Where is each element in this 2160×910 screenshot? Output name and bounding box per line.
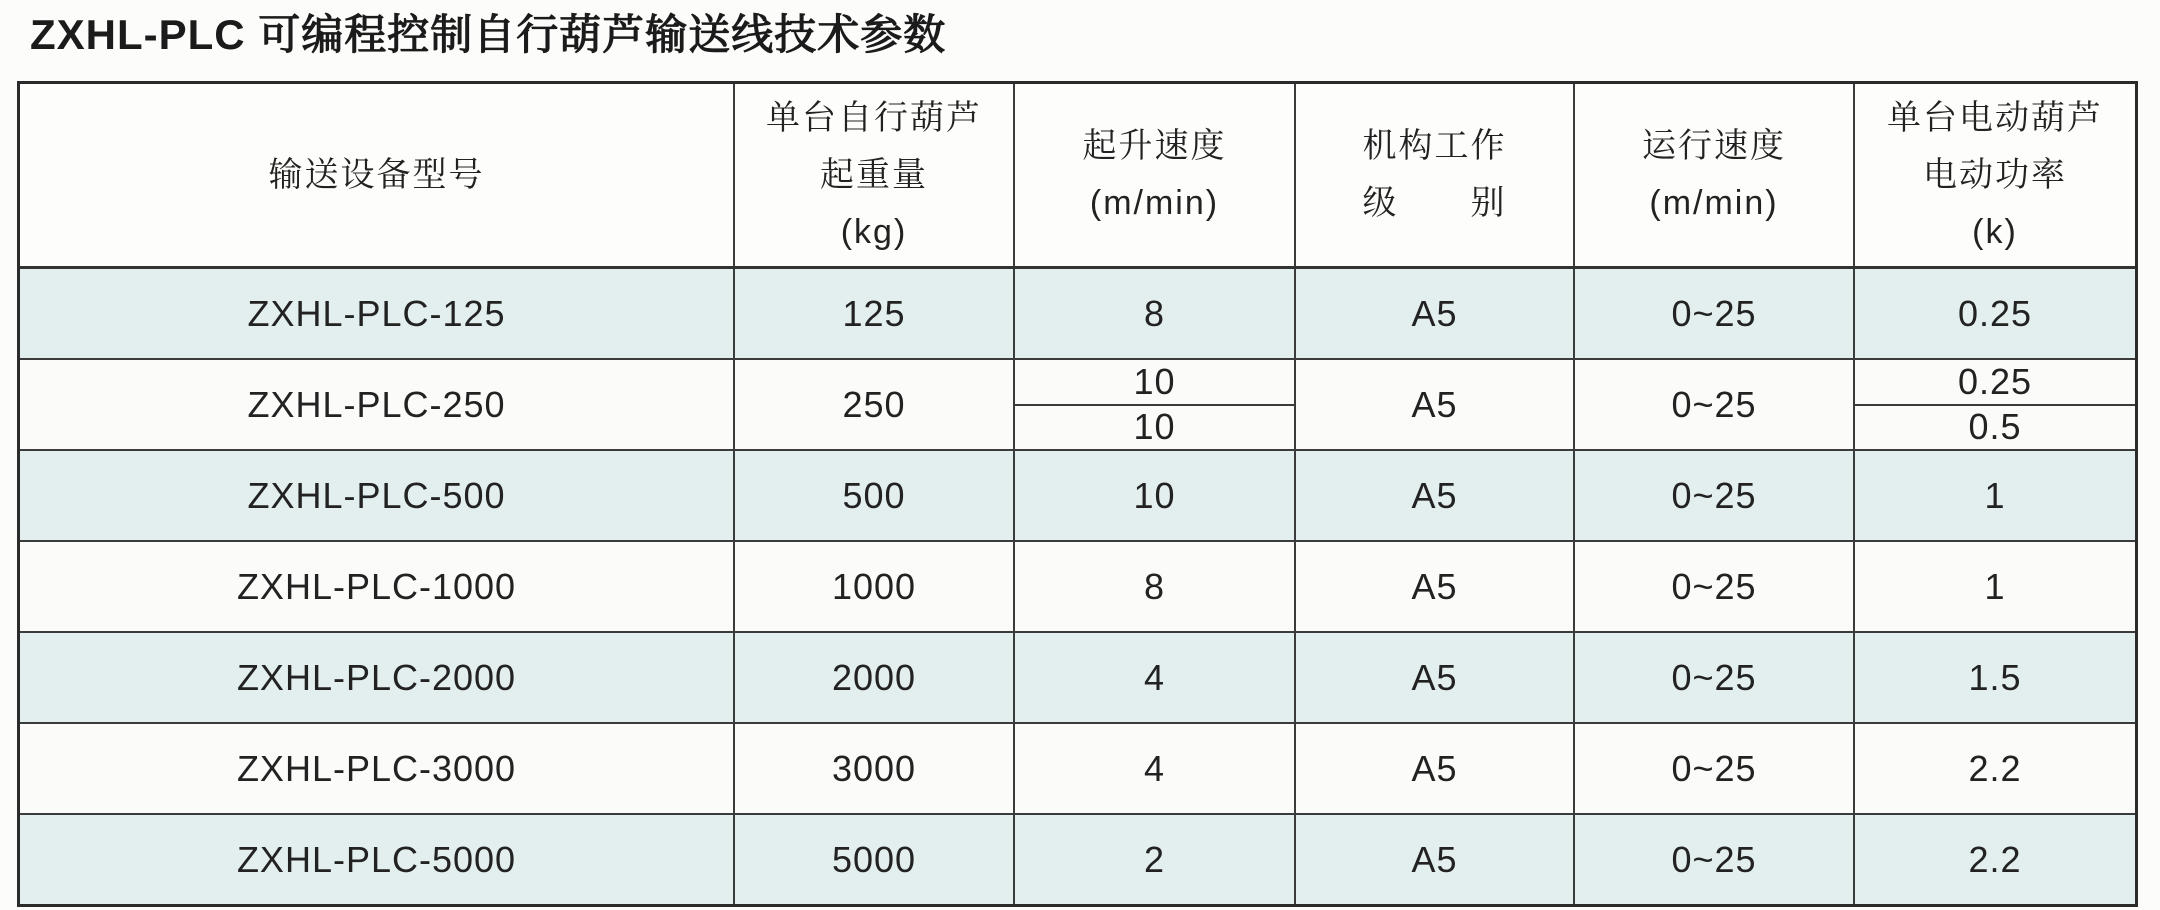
header-capacity-unit: (kg) [840, 212, 908, 251]
cell-power: 2.2 [1968, 838, 2022, 880]
cell-capacity: 250 [735, 360, 1015, 449]
cell-power: 1 [1984, 474, 2006, 516]
cell-lift-speed: 4 [1015, 633, 1296, 722]
header-power [1855, 84, 2135, 266]
header-duty-class-line: 级 别 [1362, 184, 1507, 222]
cell-duty-class: A5 [1296, 633, 1575, 722]
cell-power: 1 [1984, 565, 2006, 607]
header-lift-speed-line: 起升速度 [1082, 127, 1227, 165]
cell-duty-class: A5 [1296, 542, 1575, 631]
cell-capacity: 1000 [735, 542, 1015, 631]
cell-model: ZXHL-PLC-2000 [20, 633, 735, 722]
header-travel-speed [1575, 84, 1855, 266]
cell-travel-speed: 0~25 [1575, 542, 1855, 631]
cell-duty-class: A5 [1296, 360, 1575, 449]
cell-power-split [1855, 360, 2135, 449]
header-model [20, 84, 735, 266]
cell-duty-class: A5 [1296, 451, 1575, 540]
header-duty-class [1296, 84, 1575, 266]
cell-power: 0.25 [1957, 292, 2033, 334]
header-lift-speed [1015, 84, 1296, 266]
header-capacity-line: 单台自行葫芦 [766, 98, 982, 137]
page-title: ZXHL-PLC 可编程控制自行葫芦输送线技术参数 [30, 11, 947, 58]
cell-power: 1.5 [1968, 656, 2022, 698]
cell-capacity: 2000 [735, 633, 1015, 722]
header-travel-speed-unit: (m/min) [1649, 184, 1779, 222]
cell-model: ZXHL-PLC-1000 [20, 542, 735, 631]
header-power-unit: (k) [1972, 212, 2018, 251]
cell-capacity: 3000 [735, 724, 1015, 813]
table-row [20, 633, 2135, 724]
cell-travel-speed: 0~25 [1575, 724, 1855, 813]
cell-lift-speed-split [1015, 360, 1296, 449]
header-lift-speed-unit: (m/min) [1089, 184, 1220, 222]
header-capacity [735, 84, 1015, 266]
cell-capacity: 125 [735, 269, 1015, 358]
cell-travel-speed: 0~25 [1575, 633, 1855, 722]
header-capacity-line: 起重量 [820, 155, 928, 194]
cell-lift-speed: 2 [1015, 815, 1296, 904]
cell-duty-class: A5 [1296, 724, 1575, 813]
cell-travel-speed: 0~25 [1575, 360, 1855, 449]
table-row [20, 724, 2135, 815]
cell-model: ZXHL-PLC-5000 [20, 815, 735, 904]
cell-lift-speed: 10 [1015, 451, 1296, 540]
cell-power-upper: 0.25 [1855, 360, 2135, 406]
table-row [20, 360, 2135, 451]
table-row [20, 451, 2135, 542]
table-row [20, 815, 2135, 904]
cell-travel-speed: 0~25 [1575, 451, 1855, 540]
cell-model: ZXHL-PLC-500 [20, 451, 735, 540]
header-model-line: 输送设备型号 [268, 155, 485, 194]
cell-power-lower: 0.5 [1968, 406, 2022, 448]
cell-capacity: 5000 [735, 815, 1015, 904]
table-row [20, 269, 2135, 360]
table-header-row [20, 84, 2135, 269]
cell-capacity: 500 [735, 451, 1015, 540]
header-duty-class-line: 机构工作 [1362, 127, 1507, 165]
cell-travel-speed: 0~25 [1575, 815, 1855, 904]
cell-lift-speed-lower: 10 [1133, 406, 1176, 448]
cell-lift-speed: 8 [1015, 542, 1296, 631]
cell-travel-speed: 0~25 [1575, 269, 1855, 358]
header-power-line: 电动功率 [1923, 155, 2067, 194]
cell-lift-speed: 4 [1015, 724, 1296, 813]
cell-duty-class: A5 [1296, 269, 1575, 358]
header-power-line: 单台电动葫芦 [1887, 98, 2103, 137]
cell-model: ZXHL-PLC-250 [20, 360, 735, 449]
cell-model: ZXHL-PLC-3000 [20, 724, 735, 813]
cell-power: 2.2 [1968, 747, 2022, 789]
cell-lift-speed-upper: 10 [1015, 360, 1294, 406]
cell-lift-speed: 8 [1015, 269, 1296, 358]
table-row [20, 542, 2135, 633]
cell-duty-class: A5 [1296, 815, 1575, 904]
header-travel-speed-line: 运行速度 [1642, 127, 1786, 165]
cell-model: ZXHL-PLC-125 [20, 269, 735, 358]
spec-table [17, 81, 2138, 907]
